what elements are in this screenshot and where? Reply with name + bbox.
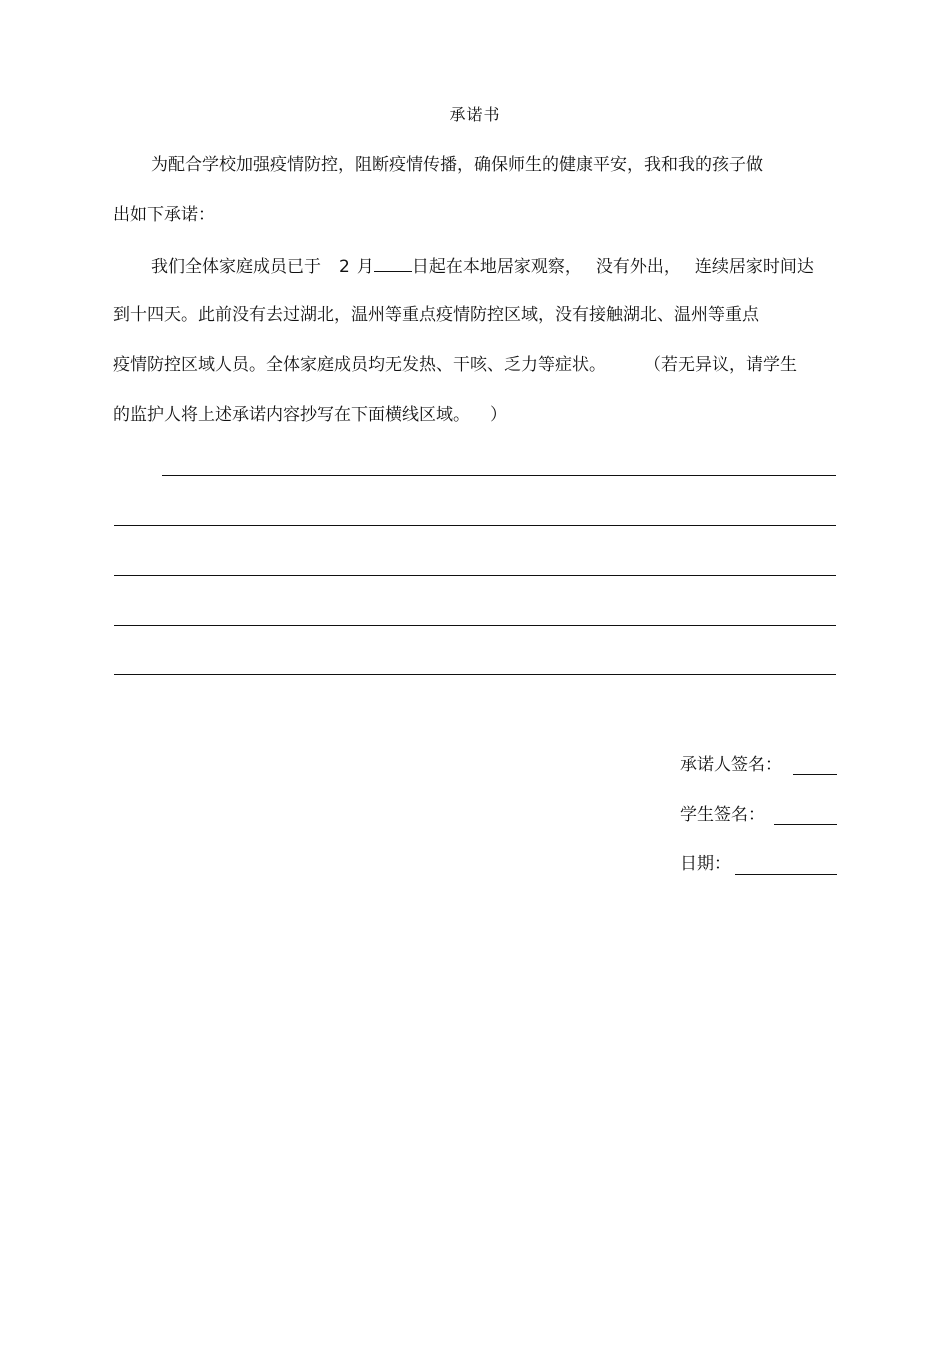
student-signature-label: 学生签名： xyxy=(680,805,765,825)
promiser-signature-field[interactable] xyxy=(793,774,837,775)
copy-line-4[interactable] xyxy=(114,625,836,626)
student-signature-field[interactable] xyxy=(774,824,837,825)
paragraph2-line3-part1: 疫情防控区域人员。全体家庭成员均无发热、干咳、乏力等症状。 xyxy=(113,355,606,375)
paragraph2-line4 xyxy=(113,403,507,427)
copy-line-1[interactable] xyxy=(162,475,836,476)
paragraph2-line1-part3: 没有外出， xyxy=(595,257,681,277)
copy-line-5[interactable] xyxy=(114,674,836,675)
document-title: 承诺书 xyxy=(449,105,501,124)
promiser-signature-label: 承诺人签名： xyxy=(680,755,782,775)
date-field[interactable] xyxy=(735,874,837,875)
paragraph2-line3 xyxy=(113,353,797,377)
day-blank xyxy=(374,254,412,272)
paragraph2-line4-part2: ） xyxy=(490,405,507,425)
paragraph2-line1 xyxy=(151,254,814,279)
paragraph1-line1: 为配合学校加强疫情防控，阻断疫情传播，确保师生的健康平安，我和我的孩子做 xyxy=(151,155,763,175)
copy-line-2[interactable] xyxy=(114,525,836,526)
paragraph2-line2: 到十四天。此前没有去过湖北，温州等重点疫情防控区域，没有接触湖北、温州等重点 xyxy=(113,305,759,325)
paragraph2-line4-part1: 的监护人将上述承诺内容抄写在下面横线区域。 xyxy=(113,405,470,425)
paragraph2-line1-part2: 日起在本地居家观察， xyxy=(411,257,582,277)
copy-line-3[interactable] xyxy=(114,575,836,576)
paragraph2-line1-part4: 连续居家时间达 xyxy=(694,257,814,277)
paragraph2-line1-part1: 我们全体家庭成员已于 xyxy=(151,257,321,277)
month-value: 2 xyxy=(339,257,350,277)
paragraph2-line3-part2: （若无异议，请学生 xyxy=(644,355,797,375)
paragraph1-line2: 出如下承诺： xyxy=(113,205,215,225)
date-label: 日期： xyxy=(680,854,731,874)
month-unit: 月 xyxy=(356,257,374,277)
